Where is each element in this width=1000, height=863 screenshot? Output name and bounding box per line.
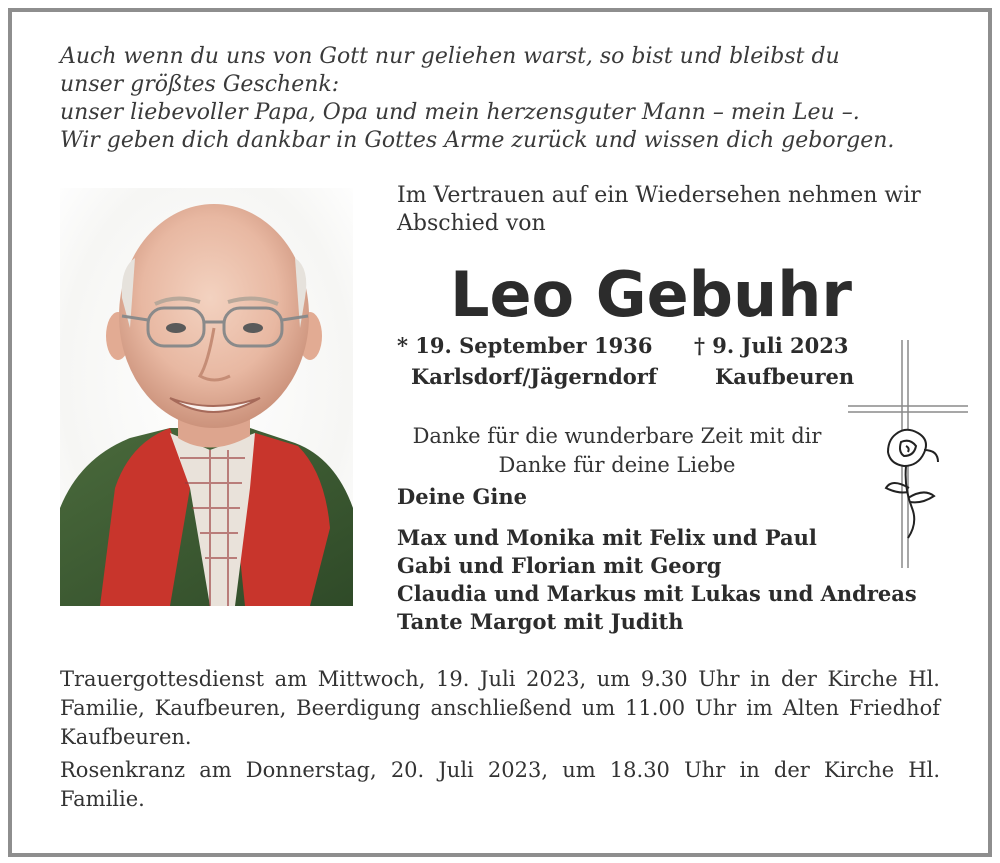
birth-place: Karlsdorf/Jägerndorf: [411, 364, 657, 389]
thanks-line: Danke für deine Liebe: [498, 453, 736, 477]
family-line: Tante Margot mit Judith: [397, 609, 684, 634]
birth-date: * 19. September 1936: [397, 333, 653, 358]
family-list: [397, 524, 917, 636]
intro-line: Im Vertrauen auf ein Wiedersehen nehmen wir: [397, 183, 921, 208]
family-line: Claudia und Markus mit Lukas und Andreas: [397, 581, 917, 606]
deceased-name: Leo Gebuhr: [450, 258, 852, 331]
verse-line: unser größtes Geschenk:: [60, 72, 340, 97]
family-line: Gabi und Florian mit Georg: [397, 553, 722, 578]
verse-line: Wir geben dich dankbar in Gottes Arme zurück und wissen dich geborgen.: [60, 128, 895, 153]
intro-line: Abschied von: [397, 211, 546, 236]
portrait-photo: [60, 188, 353, 606]
intro-text: [397, 182, 937, 238]
verse-line: Auch wenn du uns von Gott nur geliehen warst, so bist und bleibst du: [60, 44, 840, 69]
spouse-signature: Deine Gine: [397, 484, 528, 509]
family-line: Max und Monika mit Felix und Paul: [397, 525, 817, 550]
death-date: † 9. Juli 2023: [694, 333, 849, 358]
service-info: [60, 665, 940, 818]
death-place: Kaufbeuren: [715, 364, 855, 389]
service-paragraph: Trauergottesdienst am Mittwoch, 19. Juli 2023, um 9.30 Uhr in der Kirche Hl. Familie, Kaufbeuren, Beerdigung anschließend um 11.00 Uhr im Alten Friedhof Kaufbeuren.: [60, 667, 940, 749]
opening-verse: [60, 43, 940, 155]
portrait-image: [60, 188, 353, 606]
thanks-text: [397, 422, 837, 480]
verse-line: unser liebevoller Papa, Opa und mein herzensguter Mann – mein Leu –.: [60, 100, 860, 125]
service-paragraph: Rosenkranz am Donnerstag, 20. Juli 2023, um 18.30 Uhr in der Kirche Hl. Familie.: [60, 758, 940, 811]
thanks-line: Danke für die wunderbare Zeit mit dir: [412, 424, 822, 448]
